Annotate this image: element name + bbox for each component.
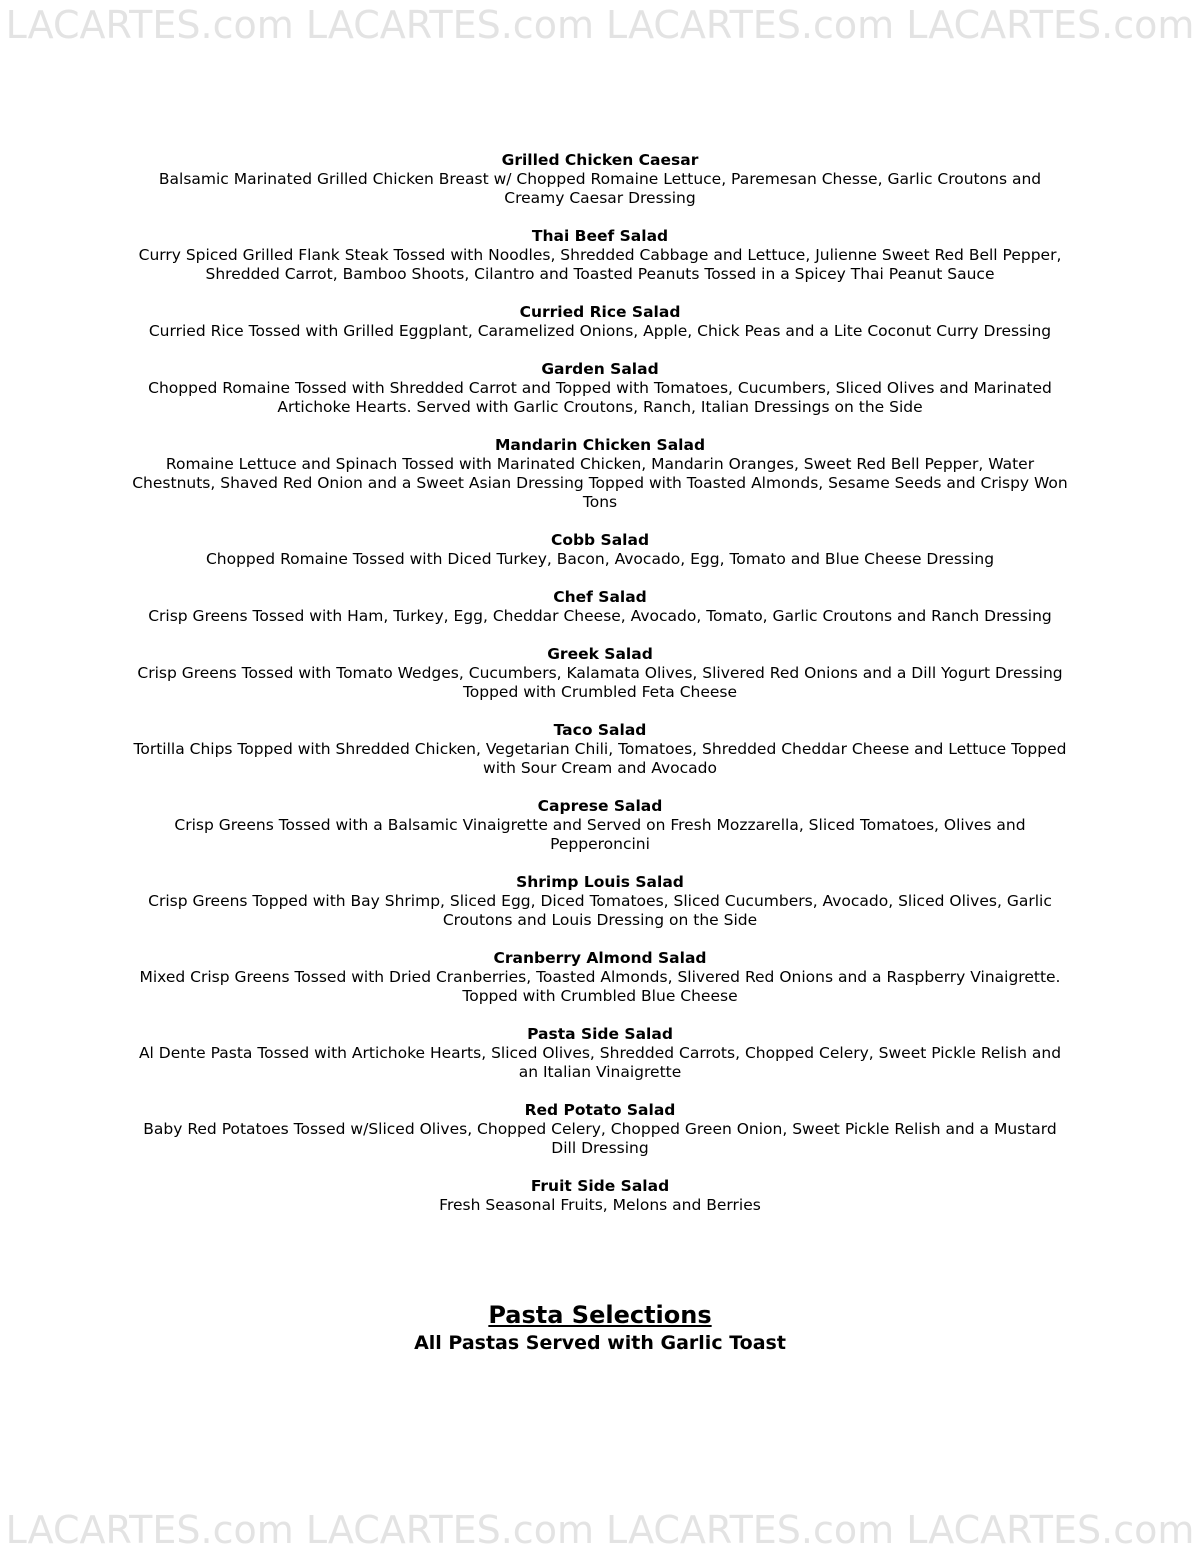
- menu-item-name: Cranberry Almond Salad: [493, 949, 707, 967]
- menu-item: [130, 588, 1070, 626]
- menu-item: [130, 1101, 1070, 1158]
- menu-item-name: Thai Beef Salad: [531, 227, 669, 245]
- menu-item-name: Greek Salad: [547, 645, 653, 663]
- watermark-top: LACARTES.com LACARTES.com LACARTES.com LACARTES.com: [5, 3, 1195, 47]
- menu-item-description: Crisp Greens Tossed with a Balsamic Vinaigrette and Served on Fresh Mozzarella, Sliced Tomatoes, Olives and Pepperoncini: [174, 816, 1026, 853]
- salad-menu-list: [130, 151, 1070, 1234]
- menu-item: [130, 436, 1070, 512]
- menu-item-name: Mandarin Chicken Salad: [494, 436, 706, 454]
- menu-item-name: Red Potato Salad: [524, 1101, 676, 1119]
- menu-item: [130, 1177, 1070, 1215]
- menu-item: [130, 360, 1070, 417]
- menu-item: [130, 949, 1070, 1006]
- menu-item-description: Crisp Greens Topped with Bay Shrimp, Sliced Egg, Diced Tomatoes, Sliced Cucumbers, Avocado, Sliced Olives, Garlic Croutons and Louis Dressing on the Side: [148, 892, 1052, 929]
- menu-item: [130, 303, 1070, 341]
- menu-item-description: Balsamic Marinated Grilled Chicken Breast w/ Chopped Romaine Lettuce, Paremesan Chesse, Garlic Croutons and Creamy Caesar Dressing: [158, 170, 1042, 207]
- menu-item-description: Fresh Seasonal Fruits, Melons and Berries: [439, 1196, 761, 1214]
- menu-item-description: Tortilla Chips Topped with Shredded Chicken, Vegetarian Chili, Tomatoes, Shredded Cheddar Cheese and Lettuce Topped with Sour Cream and Avocado: [133, 740, 1067, 777]
- menu-item-description: Curried Rice Tossed with Grilled Eggplant, Caramelized Onions, Apple, Chick Peas and a Lite Coconut Curry Dressing: [148, 322, 1052, 340]
- menu-item-description: Crisp Greens Tossed with Tomato Wedges, Cucumbers, Kalamata Olives, Slivered Red Onions and a Dill Yogurt Dressing Topped with Crumbled Feta Cheese: [137, 664, 1063, 701]
- menu-item: [130, 1025, 1070, 1082]
- menu-item-description: Crisp Greens Tossed with Ham, Turkey, Egg, Cheddar Cheese, Avocado, Tomato, Garlic Croutons and Ranch Dressing: [148, 607, 1052, 625]
- menu-item: [130, 531, 1070, 569]
- menu-item-name: Garden Salad: [541, 360, 659, 378]
- section-title: Pasta Selections: [488, 1301, 712, 1329]
- menu-item-name: Grilled Chicken Caesar: [501, 151, 699, 169]
- menu-item: [130, 721, 1070, 778]
- menu-item: [130, 645, 1070, 702]
- menu-item-name: Pasta Side Salad: [527, 1025, 673, 1043]
- menu-item-description: Romaine Lettuce and Spinach Tossed with Marinated Chicken, Mandarin Oranges, Sweet Red Bell Pepper, Water Chestnuts, Shaved Red Onion and a Sweet Asian Dressing Topped with Toasted Almonds, Sesame Seeds and Crispy Won Tons: [132, 455, 1068, 511]
- menu-item-description: Mixed Crisp Greens Tossed with Dried Cranberries, Toasted Almonds, Slivered Red Onions and a Raspberry Vinaigrette. Topped with Crumbled Blue Cheese: [139, 968, 1061, 1005]
- pasta-section-header: [0, 1300, 1200, 1356]
- menu-item-description: Chopped Romaine Tossed with Diced Turkey, Bacon, Avocado, Egg, Tomato and Blue Cheese Dressing: [205, 550, 995, 568]
- menu-item-name: Curried Rice Salad: [519, 303, 681, 321]
- menu-item-name: Taco Salad: [553, 721, 647, 739]
- watermark-bottom: LACARTES.com LACARTES.com LACARTES.com LACARTES.com: [5, 1508, 1195, 1552]
- menu-item-name: Cobb Salad: [550, 531, 650, 549]
- menu-item-name: Fruit Side Salad: [530, 1177, 670, 1195]
- menu-item-description: Baby Red Potatoes Tossed w/Sliced Olives, Chopped Celery, Chopped Green Onion, Sweet Pickle Relish and a Mustard Dill Dressing: [143, 1120, 1057, 1157]
- menu-item: [130, 797, 1070, 854]
- menu-item-description: Chopped Romaine Tossed with Shredded Carrot and Topped with Tomatoes, Cucumbers, Sliced Olives and Marinated Artichoke Hearts. Served with Garlic Croutons, Ranch, Italian Dressings on the Side: [148, 379, 1052, 416]
- menu-item-name: Shrimp Louis Salad: [516, 873, 684, 891]
- menu-item: [130, 873, 1070, 930]
- menu-item-name: Caprese Salad: [537, 797, 663, 815]
- menu-item-description: Curry Spiced Grilled Flank Steak Tossed with Noodles, Shredded Cabbage and Lettuce, Julienne Sweet Red Bell Pepper, Shredded Carrot, Bamboo Shoots, Cilantro and Toasted Peanuts Tossed in a Spicey Thai Peanut Sauce: [138, 246, 1062, 283]
- menu-item: [130, 151, 1070, 208]
- menu-item: [130, 227, 1070, 284]
- section-subtitle: All Pastas Served with Garlic Toast: [414, 1332, 786, 1354]
- menu-item-name: Chef Salad: [553, 588, 647, 606]
- menu-item-description: Al Dente Pasta Tossed with Artichoke Hearts, Sliced Olives, Shredded Carrots, Chopped Celery, Sweet Pickle Relish and an Italian Vinaigrette: [138, 1044, 1062, 1081]
